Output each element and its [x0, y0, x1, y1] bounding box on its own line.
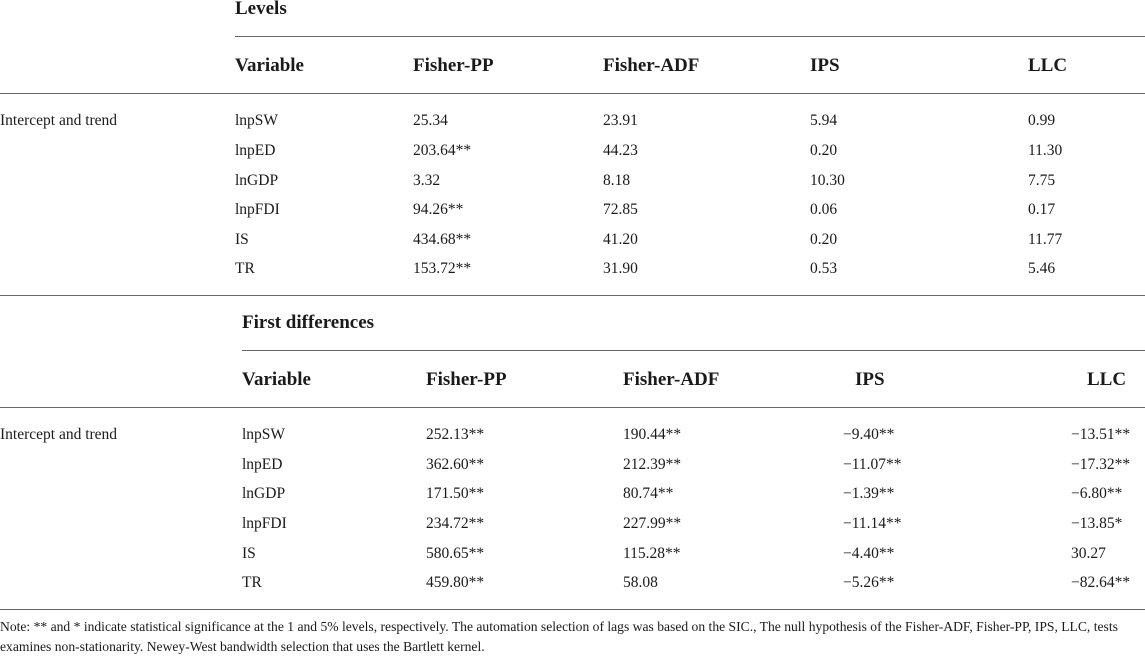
cell-fisher-adf: 44.23	[603, 142, 638, 159]
header-rule	[0, 93, 1145, 94]
cell-fisher-pp: 434.68**	[413, 231, 472, 248]
cell-ips: −5.26**	[843, 574, 895, 591]
cell-fisher-adf: 190.44**	[623, 426, 682, 443]
header-fisher-adf: Fisher-ADF	[623, 369, 720, 390]
cell-ips: 0.20	[810, 231, 838, 248]
cell-variable: lnGDP	[235, 172, 279, 189]
cell-fisher-adf: 227.99**	[623, 515, 682, 532]
header-llc: LLC	[1087, 369, 1127, 390]
cell-variable: IS	[242, 545, 256, 562]
title-rule	[242, 350, 1145, 351]
cell-llc: −17.32**	[1071, 456, 1131, 473]
table-bottom-rule	[0, 609, 1145, 610]
header-llc: LLC	[1028, 55, 1068, 76]
cell-fisher-pp: 94.26**	[413, 201, 464, 218]
cell-ips: −11.14**	[843, 515, 902, 532]
cell-fisher-pp: 580.65**	[426, 545, 485, 562]
section-title: First differences	[242, 312, 375, 333]
cell-llc: 0.99	[1028, 112, 1056, 129]
cell-fisher-adf: 23.91	[603, 112, 638, 129]
cell-ips: 10.30	[810, 172, 845, 189]
cell-fisher-pp: 153.72**	[413, 260, 472, 277]
cell-variable: lnpSW	[242, 426, 286, 443]
header-ips: IPS	[810, 55, 840, 76]
header-variable: Variable	[235, 55, 304, 76]
table-note: Note: ** and * indicate statistical significance at the 1 and 5% levels, respectively. The automation selection of lags was based on the SIC., The null hypothesis of the Fisher-ADF, Fisher-PP, IPS, LLC, tests examines non-stationarity. Newey-West bandwidth selection that uses the Bartlett kernel.	[0, 619, 1118, 654]
cell-fisher-pp: 25.34	[413, 112, 448, 129]
header-rule	[0, 407, 1145, 408]
cell-ips: 0.06	[810, 201, 838, 218]
cell-ips: 5.94	[810, 112, 838, 129]
cell-llc: −82.64**	[1071, 574, 1131, 591]
title-rule	[235, 36, 1145, 37]
cell-llc: −13.51**	[1071, 426, 1131, 443]
header-fisher-pp: Fisher-PP	[426, 369, 507, 390]
row-group-label: Intercept and trend	[0, 426, 118, 443]
section-bottom-rule	[0, 295, 1145, 296]
header-ips: IPS	[855, 369, 885, 390]
cell-fisher-pp: 171.50**	[426, 485, 485, 502]
cell-ips: 0.20	[810, 142, 838, 159]
cell-fisher-adf: 115.28**	[623, 545, 681, 562]
header-fisher-adf: Fisher-ADF	[603, 55, 700, 76]
row-group-label: Intercept and trend	[0, 112, 118, 129]
cell-llc: 30.27	[1071, 545, 1106, 562]
cell-variable: IS	[235, 231, 249, 248]
cell-llc: 11.30	[1028, 142, 1063, 159]
cell-fisher-pp: 459.80**	[426, 574, 485, 591]
cell-ips: −1.39**	[843, 485, 895, 502]
section-title: Levels	[235, 0, 287, 19]
cell-fisher-pp: 203.64**	[413, 142, 472, 159]
header-variable: Variable	[242, 369, 311, 390]
cell-ips: −4.40**	[843, 545, 895, 562]
cell-fisher-adf: 72.85	[603, 201, 638, 218]
header-fisher-pp: Fisher-PP	[413, 55, 494, 76]
cell-llc: −13.85*	[1071, 515, 1123, 532]
cell-ips: −11.07**	[843, 456, 902, 473]
cell-fisher-adf: 8.18	[603, 172, 631, 189]
cell-variable: lnpED	[235, 142, 276, 159]
cell-llc: 5.46	[1028, 260, 1056, 277]
cell-llc: 11.77	[1028, 231, 1063, 248]
cell-variable: lnGDP	[242, 485, 286, 502]
cell-variable: TR	[242, 574, 262, 591]
cell-llc: 0.17	[1028, 201, 1056, 218]
cell-fisher-adf: 212.39**	[623, 456, 682, 473]
cell-fisher-pp: 3.32	[413, 172, 441, 189]
cell-fisher-adf: 41.20	[603, 231, 638, 248]
cell-variable: lnpED	[242, 456, 283, 473]
cell-fisher-adf: 31.90	[603, 260, 638, 277]
cell-variable: TR	[235, 260, 255, 277]
cell-ips: −9.40**	[843, 426, 895, 443]
cell-llc: 7.75	[1028, 172, 1056, 189]
cell-fisher-pp: 234.72**	[426, 515, 485, 532]
cell-fisher-pp: 362.60**	[426, 456, 485, 473]
cell-fisher-adf: 80.74**	[623, 485, 674, 502]
cell-variable: lnpFDI	[235, 201, 280, 218]
cell-variable: lnpSW	[235, 112, 279, 129]
cell-fisher-pp: 252.13**	[426, 426, 485, 443]
cell-ips: 0.53	[810, 260, 838, 277]
cell-llc: −6.80**	[1071, 485, 1123, 502]
cell-variable: lnpFDI	[242, 515, 287, 532]
cell-fisher-adf: 58.08	[623, 574, 658, 591]
